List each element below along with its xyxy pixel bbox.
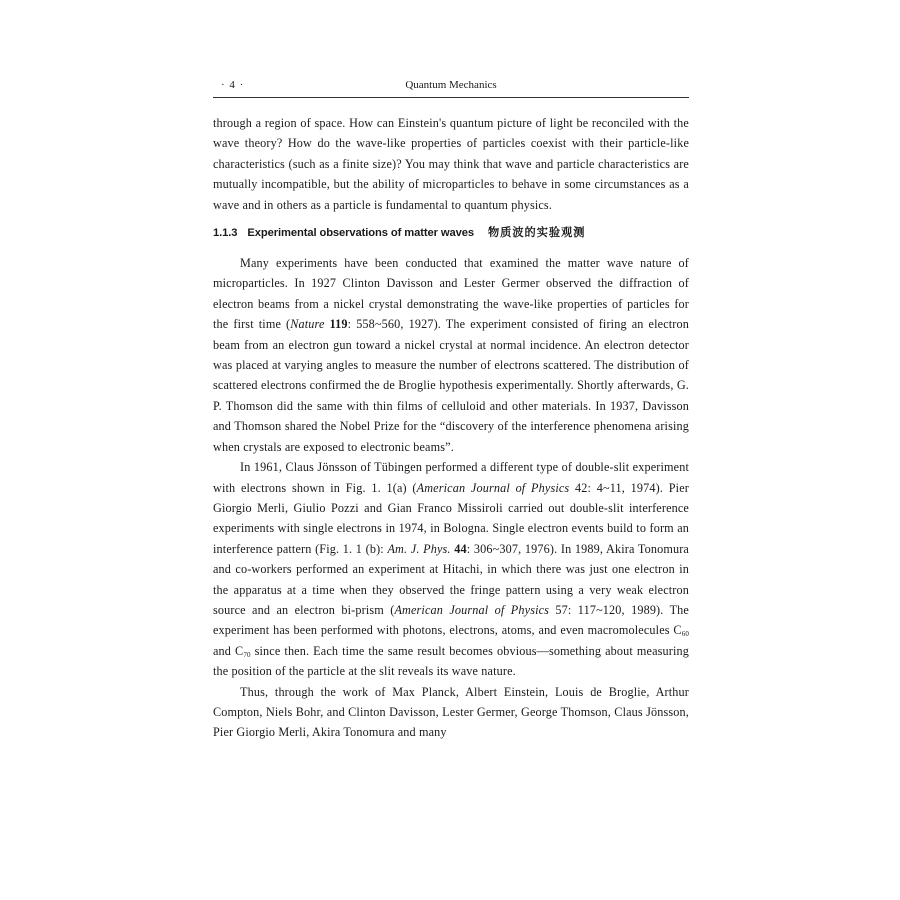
journal-name: American Journal of Physics — [394, 602, 550, 617]
paragraph-davisson-germer — [213, 253, 689, 457]
header-rule — [213, 97, 689, 98]
text-run: and C — [213, 643, 244, 658]
journal-name: Am. J. Phys. — [387, 541, 451, 556]
text-run: : 558~560, 1927). The experiment consisted of firing an electron beam from an electron gun toward a nickel crystal at normal incidence. An electron detector was placed at varying angles to measure the number of electrons scattered. The distribution of scattered electrons confirmed the de Broglie hypothesis experimentally. Shortly afterwards, G. P. Thomson did the same with thin films of celluloid and other materials. In 1937, Davisson and Thomson shared the Nobel Prize for the “discovery of the interference phenomena arising when crystals are exposed to electronic beams”. — [213, 317, 689, 454]
text-run: 42: 4~11, 1974). Pier Giorgio Merli, Giulio Pozzi and Gian Franco Missiroli carried out double-slit interference experiments with single electrons in 1974, in Bologna. Single electron events build to form an interference pattern (Fig. 1. 1 (b): — [213, 480, 689, 556]
text-run: 57: 117~120, 1989). The experiment has been performed with photons, electrons, atoms, and even macromolecules C — [213, 602, 689, 638]
book-page — [213, 76, 689, 743]
page-number: · 4 · — [221, 79, 245, 91]
journal-volume: 44 — [454, 541, 467, 556]
paragraph-continuation: through a region of space. How can Einstein's quantum picture of light be reconciled with the wave theory? How do the wave-like properties of particles coexist with their particle-like characteristics (such as a finite size)? You may think that wave and particle characteristics are mutually incompatible, but the ability of microparticles to behave in some circumstances as a wave and in others as a particle is fundamental to quantum physics. — [213, 116, 689, 212]
paragraph-summary: Thus, through the work of Max Planck, Albert Einstein, Louis de Broglie, Arthur Compton, Niels Bohr, and Clinton Davisson, Lester Germer, George Thomson, Claus Jönsson, Pier Giorgio Merli, Akira Tonomura and many — [213, 684, 689, 740]
section-title: Experimental observations of matter waves — [247, 227, 474, 240]
running-header — [213, 76, 689, 94]
text-run: In 1961, Claus Jönsson of Tübingen performed a different type of double-slit experiment with electrons shown in Fig. 1. 1(a) ( — [213, 460, 689, 495]
text-run: : 306~307, 1976). In 1989, Akira Tonomura and co-workers performed an experiment at Hitachi, in which there was just one electron in the apparatus at a time when they observed the fringe pattern using a very weak electron source and an electron bi-prism ( — [213, 541, 689, 617]
text-run: since then. Each time the same result becomes obvious—something about measuring the position of the particle at the slit reveals its wave nature. — [213, 643, 689, 679]
section-heading — [213, 225, 689, 241]
text-run: Many experiments have been conducted that examined the matter wave nature of microparticles. In 1927 Clinton Davisson and Lester Germer observed the diffraction of electron beams from a nickel crystal demonstrating the wave-like properties of particles for the first time ( — [213, 256, 689, 332]
journal-name: American Journal of Physics — [416, 480, 570, 495]
subscript: 60 — [681, 630, 689, 639]
running-title: Quantum Mechanics — [405, 79, 497, 91]
subscript: 70 — [243, 650, 251, 659]
section-number: 1.1.3 — [213, 227, 238, 240]
journal-volume: 119 — [329, 317, 348, 332]
section-title-chinese: 物质波的实验观测 — [487, 227, 586, 240]
journal-name: Nature — [290, 317, 325, 332]
paragraph-double-slit — [213, 457, 689, 681]
body-text — [213, 113, 689, 743]
